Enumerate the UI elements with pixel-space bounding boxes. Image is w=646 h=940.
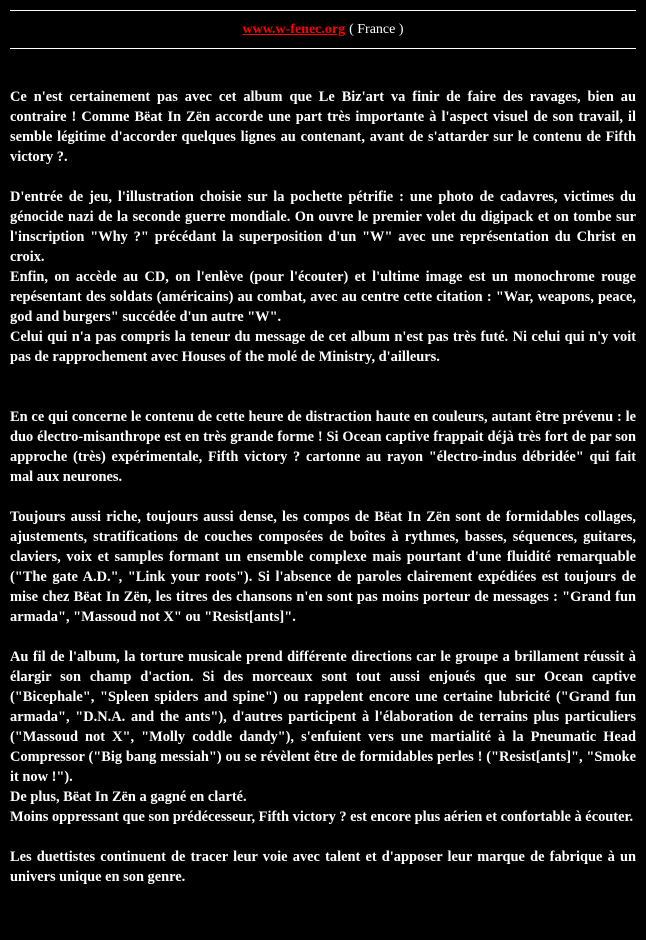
paragraph-conclusion: Les duettistes continuent de tracer leur voie avec talent et d'apposer leur marque de fabrique à un univers unique en son genre.	[10, 849, 636, 885]
paragraph-compositions: Toujours aussi riche, toujours aussi dense, les compos de Bëat In Zën sont de formidables collages, ajustements, stratifications de couches composées de boîtes à rythmes, basses, séquences, guitares, claviers, voix et samples formant un ensemble complexe mais pourtant d'une fluidité remarquable ("The gate A.D.", "Link your roots"). Si l'absence de paroles clairement expédiées est toujours de mise chez Bëat In Zën, les titres des chansons n'en sont pas moins porteur de messages : "Grand fun armada", "Massoud not X" ou "Resist[ants]".	[10, 509, 636, 625]
paragraph-content: En ce qui concerne le contenu de cette heure de distraction haute en couleurs, autant être prévenu : le duo électro-misanthrope est en très grande forme ! Si Ocean captive frappait déjà très fort de par son approche (très) expérimentale, Fifth victory ? cartonne au rayon "électro-indus débridée" qui fait mal aux neurones.	[10, 409, 636, 485]
source-header	[10, 10, 636, 49]
paragraph-intro: Ce n'est certainement pas avec cet album que Le Biz'art va finir de faire des ravages, bien au contraire ! Comme Bëat In Zën accorde une part très importante à l'aspect visuel de son travail, il semble légitime d'accorder quelques lignes au contenant, avant de s'attarder sur le contenu de Fifth victory ?.	[10, 89, 636, 165]
country-label: ( France )	[349, 21, 404, 37]
paragraph-artwork: D'entrée de jeu, l'illustration choisie sur la pochette pétrifie : une photo de cadavres, victimes du génocide nazi de la seconde guerre mondiale. On ouvre le premier volet du digipack et on tombe sur l'inscription "Why ?" précédant la superposition d'un "W" avec une représentation du Christ en croix.	[10, 189, 636, 265]
paragraph-comparison: Moins oppressant que son prédécesseur, Fifth victory ? est encore plus aérien et confortable à écouter.	[10, 809, 634, 825]
site-link[interactable]: www.w-fenec.org	[242, 21, 346, 37]
paragraph-clarity: De plus, Bëat In Zën a gagné en clarté.	[10, 789, 247, 805]
review-article	[10, 87, 636, 887]
review-page	[0, 10, 646, 940]
paragraph-cd-image: Enfin, on accède au CD, on l'enlève (pour l'écouter) et l'ultime image est un monochrome rouge repésentant des soldats (américains) au combat, avec au centre cette citation : "War, weapons, peace, god and burgers" succédée d'un autre "W".	[10, 269, 636, 325]
paragraph-directions: Au fil de l'album, la torture musicale prend différente directions car le groupe a brillament réussit à élargir son champ d'action. Si des morceaux sont tout aussi enjoués que sur Ocean captive ("Bicephale", "Spleen spiders and spine") ou rappelent encore une certaine lubricité ("Grand fun armada", "D.N.A. and the ants"), d'autres participent à l'élaboration de terrains plus particuliers ("Massoud not X", "Molly coddle dandy"), s'enfuient vers une martialité à la Pneumatic Head Compressor ("Big bang messiah") ou se révèlent être de formidables perles ! ("Resist[ants]", "Smoke it now !").	[10, 649, 636, 785]
paragraph-message: Celui qui n'a pas compris la teneur du message de cet album n'est pas très futé. Ni celui qui n'y voit pas de rapprochement avec Houses of the molé de Ministry, d'ailleurs.	[10, 329, 636, 365]
